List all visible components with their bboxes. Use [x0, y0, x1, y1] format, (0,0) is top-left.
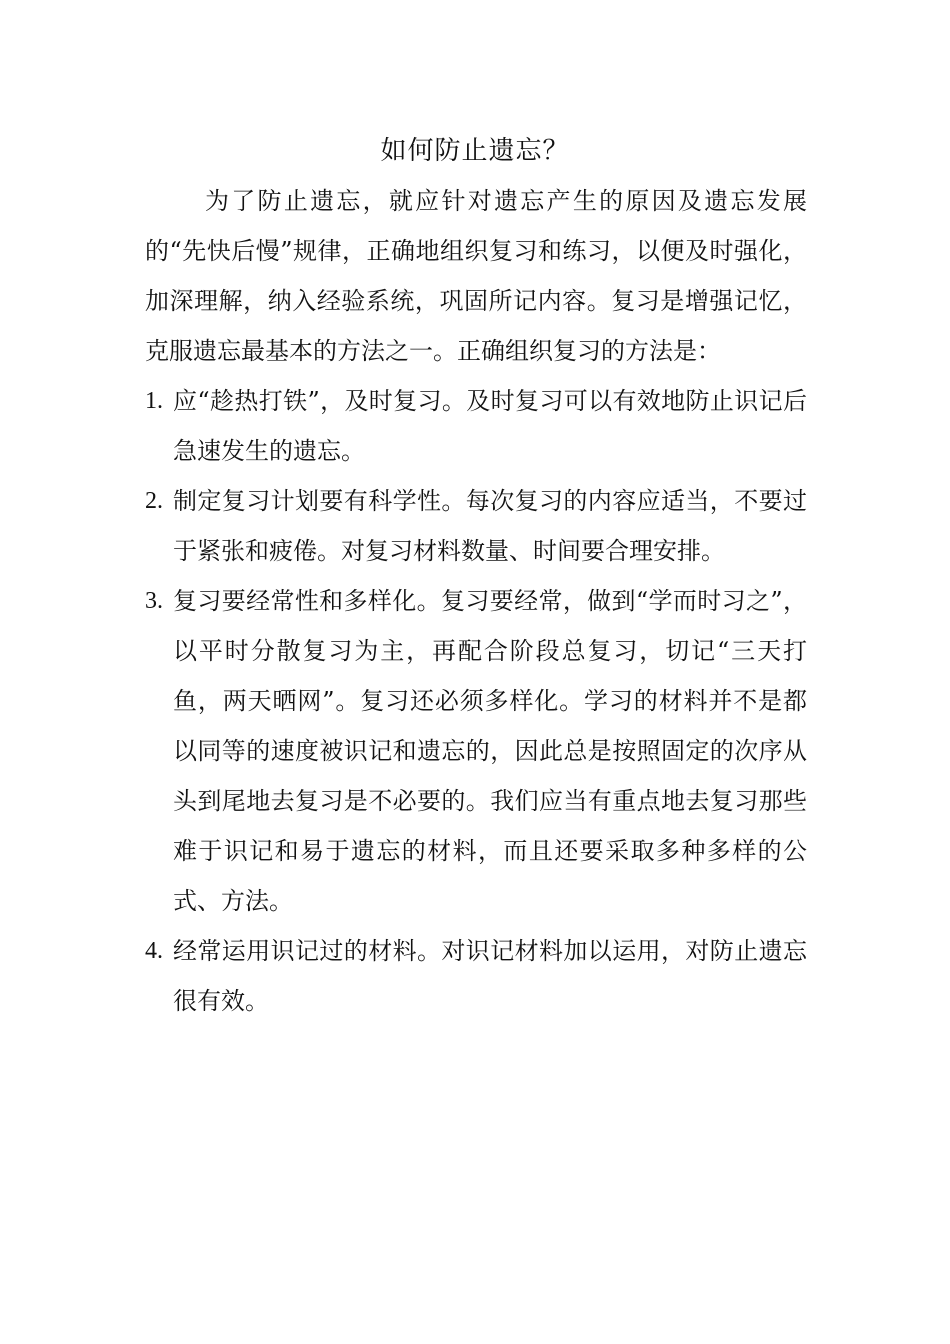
list-item-text: 复习要经常性和多样化。复习要经常，做到“学而时习之”，以平时分散复习为主，再配合阶段总复习，切记“三天打鱼，两天晒网”。复习还必须多样化。学习的材料并不是都以同等的速度被识记和遗忘的，因此总是按照固定的次序从头到尾地去复习是不必要的。我们应当有重点地去复习那些难于识记和易于遗忘的材料，而且还要采取多种多样的公式、方法。 — [173, 587, 807, 915]
list-item — [145, 476, 807, 576]
list-item — [145, 376, 807, 476]
list-item-text: 制定复习计划要有科学性。每次复习的内容应适当，不要过于紧张和疲倦。对复习材料数量、时间要合理安排。 — [173, 487, 807, 565]
list-item-number: 3. — [145, 588, 163, 614]
document-body — [145, 176, 807, 1026]
intro-paragraph: 为了防止遗忘，就应针对遗忘产生的原因及遗忘发展的“先快后慢”规律，正确地组织复习和练习，以便及时强化，加深理解，纳入经验系统，巩固所记内容。复习是增强记忆，克服遗忘最基本的方法之一。正确组织复习的方法是： — [145, 187, 807, 365]
list-item — [145, 576, 807, 926]
list-item-text: 应“趁热打铁”，及时复习。及时复习可以有效地防止识记后急速发生的遗忘。 — [173, 387, 807, 465]
list-item — [145, 926, 807, 1026]
document-title: 如何防止遗忘？ — [380, 136, 570, 166]
list-item-number: 2. — [145, 488, 163, 514]
method-list — [145, 376, 807, 1026]
list-item-text: 经常运用识记过的材料。对识记材料加以运用，对防止遗忘很有效。 — [173, 937, 807, 1015]
list-item-number: 4. — [145, 938, 163, 964]
list-item-number: 1. — [145, 388, 163, 414]
